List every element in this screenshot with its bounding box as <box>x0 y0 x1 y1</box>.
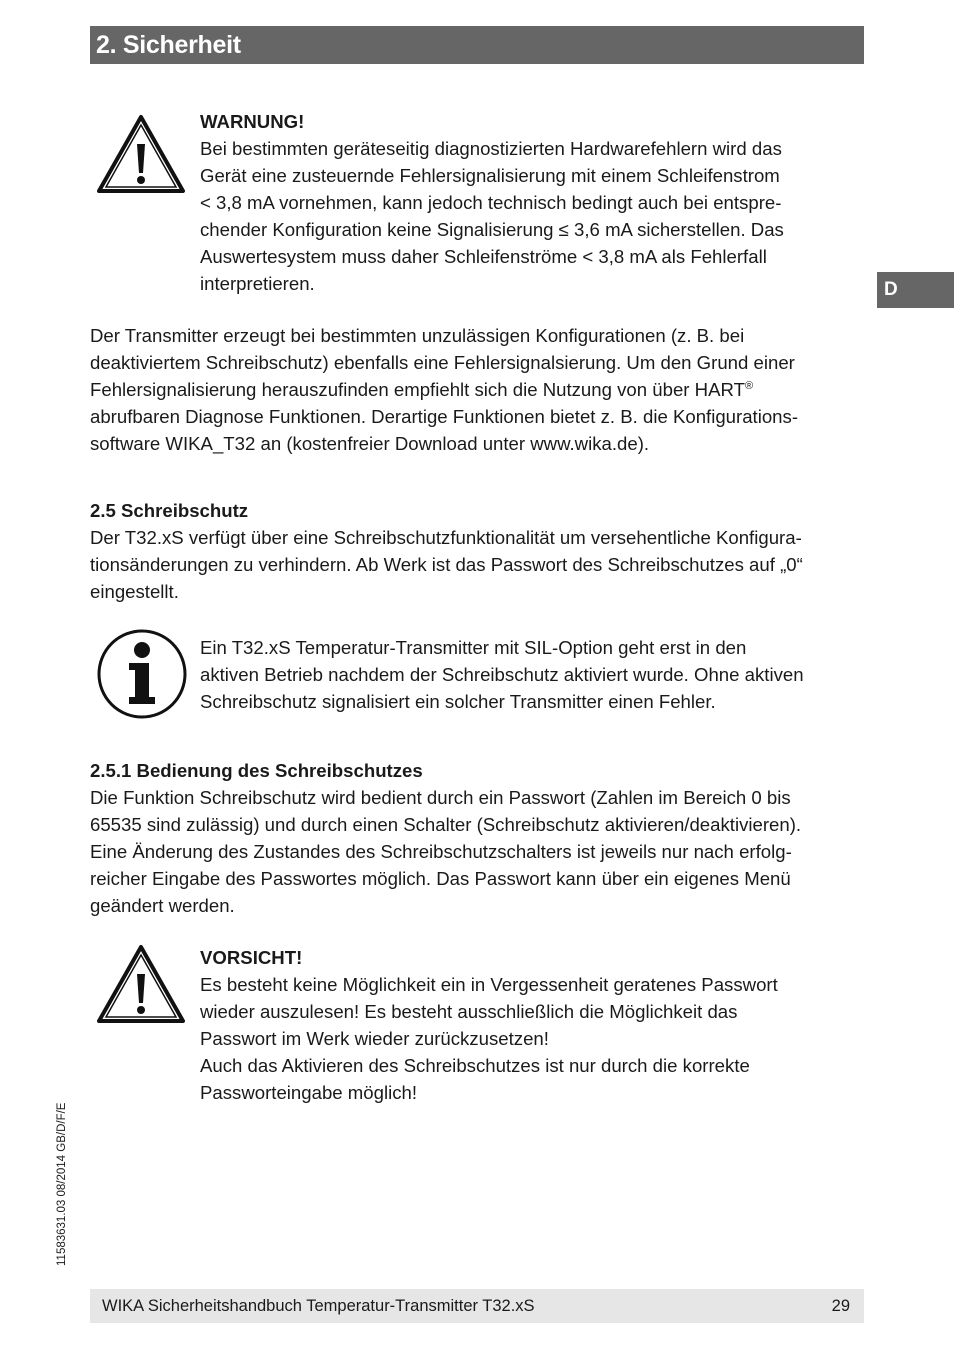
warning-block <box>200 108 860 297</box>
paragraph-line: software WIKA_T32 an (kostenfreier Download unter www.wika.de). <box>90 433 650 454</box>
page-number: 29 <box>831 1297 850 1315</box>
page-title: 2. Sicherheit <box>90 26 864 64</box>
warning-text-line: interpretieren. <box>200 273 315 294</box>
warning-title: WARNUNG! <box>200 111 305 132</box>
paragraph-line: eingestellt. <box>90 581 179 602</box>
warning-triangle-icon <box>96 944 186 1024</box>
document-code: 11583631.03 08/2014 GB/D/F/E <box>56 1102 68 1266</box>
paragraph-line: geändert werden. <box>90 895 235 916</box>
info-text-line: Schreibschutz signalisiert ein solcher Transmitter einen Fehler. <box>200 691 716 712</box>
warning-text-line: Bei bestimmten geräteseitig diagnostizierten Hardwarefehlern wird das <box>200 138 782 159</box>
info-icon <box>96 628 188 720</box>
paragraph-line: Der Transmitter erzeugt bei bestimmten unzulässigen Konfigurationen (z. B. bei <box>90 325 745 346</box>
caution-text-line: Es besteht keine Möglichkeit ein in Vergessenheit geratenes Passwort <box>200 974 778 995</box>
warning-text-line: < 3,8 mA vornehmen, kann jedoch technisch bedingt auch bei entspre- <box>200 192 782 213</box>
caution-title: VORSICHT! <box>200 947 303 968</box>
paragraph-line: tionsänderungen zu verhindern. Ab Werk ist das Passwort des Schreibschutzes auf „0“ <box>90 554 803 575</box>
caution-text-line: Passwort im Werk wieder zurückzusetzen! <box>200 1028 549 1049</box>
caution-text-line: wieder auszulesen! Es besteht ausschließlich die Möglichkeit das <box>200 1001 738 1022</box>
paragraph-line: reicher Eingabe des Passwortes möglich. Das Passwort kann über ein eigenes Menü <box>90 868 791 889</box>
section-heading: 2.5 Schreibschutz <box>90 500 249 521</box>
info-text-line: Ein T32.xS Temperatur-Transmitter mit SIL-Option geht erst in den <box>200 637 747 658</box>
paragraph-line <box>90 376 870 403</box>
paragraph-line: Eine Änderung des Zustandes des Schreibschutzschalters ist jeweils nur nach erfolg- <box>90 841 792 862</box>
warning-text-line: chender Konfiguration keine Signalisierung ≤ 3,6 mA sicherstellen. Das <box>200 219 784 240</box>
registered-mark: ® <box>744 380 754 392</box>
language-tab: D <box>877 272 954 308</box>
section-schreibschutz <box>90 497 870 605</box>
paragraph-line: abrufbaren Diagnose Funktionen. Derartige Funktionen bietet z. B. die Konfigurations- <box>90 406 799 427</box>
footer-title: WIKA Sicherheitshandbuch Temperatur-Transmitter T32.xS <box>102 1297 535 1315</box>
warning-text-line: Gerät eine zusteuernde Fehlersignalisierung mit einem Schleifenstrom <box>200 165 780 186</box>
paragraph-text: Fehlersignalisierung herauszufinden empfiehlt sich die Nutzung von über HART <box>90 379 745 400</box>
warning-triangle-icon <box>96 114 186 194</box>
paragraph-line: Der T32.xS verfügt über eine Schreibschutzfunktionalität um versehentliche Konfigura- <box>90 527 802 548</box>
caution-block <box>200 944 860 1106</box>
paragraph-line: deaktiviertem Schreibschutz) ebenfalls eine Fehlersignalsierung. Um den Grund einer <box>90 352 795 373</box>
info-text-line: aktiven Betrieb nachdem der Schreibschutz aktiviert wurde. Ohne aktiven <box>200 664 804 685</box>
warning-text-line: Auswertesystem muss daher Schleifenströme < 3,8 mA als Fehlerfall <box>200 246 767 267</box>
footer <box>90 1289 864 1323</box>
section-bedienung <box>90 757 870 919</box>
intro-paragraph <box>90 322 870 457</box>
section-heading: 2.5.1 Bedienung des Schreibschutzes <box>90 760 423 781</box>
info-block <box>200 634 860 715</box>
paragraph-line: Die Funktion Schreibschutz wird bedient durch ein Passwort (Zahlen im Bereich 0 bis <box>90 787 791 808</box>
caution-text-line: Auch das Aktivieren des Schreibschutzes ist nur durch die korrekte <box>200 1055 750 1076</box>
caution-text-line: Passworteingabe möglich! <box>200 1082 418 1103</box>
paragraph-line: 65535 sind zulässig) und durch einen Schalter (Schreibschutz aktivieren/deaktivieren). <box>90 814 802 835</box>
